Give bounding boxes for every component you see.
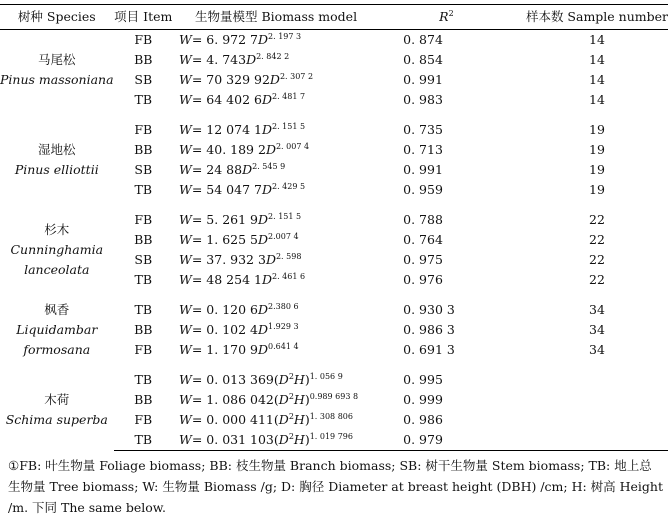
model-exponent: 2. 545 9 (252, 161, 286, 171)
group-spacer (0, 290, 668, 300)
r2-cell: 0. 991 (403, 162, 443, 177)
species-cell (0, 210, 114, 290)
footnote: ①FB: 叶生物量 Foliage biomass; BB: 枝生物量 Branch biomass; SB: 树干生物量 Stem biomass; TB: 地上总生物量 Tree biomass; W: 生物量 Biomass /g; D: 胸径 Diameter at breast height (DBH) /cm; H: 树高 Height /m. 下同 The same below. (8, 458, 664, 515)
model-cell: W= 40. 189 $2D^{2. 007 4}$ (178, 141, 310, 157)
species-latin: formosana (23, 342, 91, 357)
model-coef: 0. 120 6 (206, 302, 258, 317)
item-cell: TB (134, 272, 153, 287)
model-exponent: 2.007 4 (268, 231, 299, 241)
species-cn: 湿地松 (38, 142, 76, 157)
model-coef: 1. 086 042 (206, 392, 274, 407)
item-cell: SB (134, 72, 153, 87)
table-row (0, 370, 668, 390)
model-coef: 24 88 (206, 162, 243, 177)
model-coef: 48 254 1 (206, 272, 262, 287)
item-cell: FB (134, 412, 153, 427)
sample-number-cell: 19 (589, 162, 605, 177)
header-r2 (379, 5, 526, 30)
species-latin: Liquidambar (16, 322, 98, 337)
model-cell: W= 5. 261 $9D^{2. 151 5}$ (178, 211, 302, 227)
model-cell: W= 48 254 $1D^{2. 461 6}$ (178, 271, 306, 287)
model-coef: 1. 625 5 (206, 232, 258, 247)
item-cell: TB (114, 430, 173, 451)
sample-number-cell: 22 (589, 272, 605, 287)
sample-number-cell (526, 390, 668, 410)
item-cell: FB (134, 342, 153, 357)
model-cell: W= 0. 000 $411(D^2H)^{1. 308 806}$ (178, 411, 353, 427)
sample-number-cell: 34 (589, 342, 605, 357)
biomass-table (0, 4, 668, 451)
model-exponent: 2. 007 4 (275, 141, 310, 151)
species-cn: 枫香 (44, 302, 70, 317)
model-coef: 1. 170 9 (206, 342, 258, 357)
species-cell (0, 300, 114, 360)
r2-cell: 0. 999 (403, 392, 443, 407)
sample-number-cell: 14 (589, 52, 605, 67)
sample-number-cell: 19 (589, 182, 605, 197)
model-coef: 40. 189 2 (206, 142, 266, 157)
model-exponent: 2. 842 2 (256, 51, 290, 61)
r2-cell: 0. 976 (403, 272, 443, 287)
model-exponent: 2.380 6 (268, 301, 299, 311)
group-spacer (0, 200, 668, 210)
table-row (0, 30, 668, 51)
sample-number-cell (526, 370, 668, 390)
model-exponent: 1.929 3 (268, 321, 299, 331)
model-exponent: 2. 197 3 (268, 31, 302, 41)
r2-cell: 0. 854 (403, 52, 443, 67)
model-coef: 12 074 1 (206, 122, 262, 137)
model-coef: 0. 013 369 (206, 372, 274, 387)
sample-number-cell: 19 (589, 122, 605, 137)
table-row (0, 120, 668, 140)
r2-cell: 0. 713 (403, 142, 443, 157)
r2-cell: 0. 735 (403, 122, 443, 137)
model-cell: W= 37. 932 $3D^{2. 598}$ (178, 251, 302, 267)
model-exponent: 2. 307 2 (279, 71, 314, 81)
r2-cell: 0. 979 (379, 430, 526, 451)
model-cell: W= 6. 972 $7D^{2. 197 3}$ (178, 31, 302, 47)
header-row (0, 5, 668, 30)
model-exponent: 1. 019 796 (309, 431, 353, 441)
r2-cell: 0. 986 3 (403, 322, 455, 337)
sample-number-cell: 14 (589, 92, 605, 107)
model-coef: 4. 743 (206, 52, 247, 67)
table-row (0, 210, 668, 230)
sample-number-cell: 22 (589, 252, 605, 267)
model-coef: 37. 932 3 (206, 252, 266, 267)
model-coef: 0. 031 103 (206, 432, 274, 447)
item-cell: BB (134, 142, 153, 157)
species-latin: Pinus elliottii (14, 162, 99, 177)
header-species: 树种 Species (0, 5, 114, 30)
item-cell: TB (134, 92, 153, 107)
model-cell: W= 0. 031 $103(D^2H)^{1. 019 796}$ (173, 430, 379, 451)
model-exponent: 2. 429 5 (272, 181, 306, 191)
model-exponent: 2. 598 (275, 251, 302, 261)
model-coef: 0. 102 4 (206, 322, 258, 337)
species-latin: lanceolata (24, 262, 90, 277)
r2-cell: 0. 975 (403, 252, 443, 267)
species-cn: 马尾松 (38, 52, 76, 67)
species-latin: Pinus massoniana (0, 72, 114, 87)
r2-cell: 0. 983 (403, 92, 443, 107)
r2-exponent: 2 (448, 8, 454, 18)
model-coef: 64 402 6 (206, 92, 262, 107)
item-cell: FB (134, 212, 153, 227)
item-cell: TB (134, 372, 153, 387)
species-latin: Cunninghamia (10, 242, 104, 257)
sample-number-cell: 22 (589, 232, 605, 247)
species-cell (0, 370, 114, 451)
group-spacer (0, 110, 668, 120)
species-cn: 杉木 (44, 222, 70, 237)
model-coef: 0. 000 411 (206, 412, 274, 427)
table-body (0, 30, 668, 451)
model-coef: 5. 261 9 (206, 212, 258, 227)
model-exponent: 1. 056 9 (309, 371, 343, 381)
item-cell: SB (134, 162, 153, 177)
item-cell: FB (134, 32, 153, 47)
model-exponent: 2. 151 5 (272, 121, 306, 131)
species-cell (0, 120, 114, 200)
sample-number-cell (526, 410, 668, 430)
header-model: 生物量模型 Biomass model (173, 5, 379, 30)
model-cell: W= 1. 625 $5D^{2.007 4}$ (178, 231, 299, 247)
species-cn: 木荷 (44, 392, 70, 408)
sample-number-cell: 14 (589, 32, 605, 47)
species-latin: Schima superba (5, 412, 108, 428)
model-exponent: 0.641 4 (268, 341, 299, 351)
model-cell: W= 12 074 $1D^{2. 151 5}$ (178, 121, 306, 137)
model-cell: W= 0. 120 $6D^{2.380 6}$ (178, 301, 299, 317)
sample-number-cell: 34 (589, 322, 605, 337)
item-cell: BB (134, 322, 153, 337)
item-cell: TB (134, 302, 153, 317)
r2-symbol: R (439, 9, 449, 24)
table-row (0, 300, 668, 320)
model-cell: W= 64 402 $6D^{2. 481 7}$ (178, 91, 306, 107)
model-coef: 6. 972 7 (206, 32, 258, 47)
item-cell: BB (134, 52, 153, 67)
header-sample-number: 样本数 Sample number (526, 5, 668, 30)
model-exponent: 0.989 693 8 (309, 391, 359, 401)
item-cell: BB (134, 392, 153, 407)
item-cell: FB (134, 122, 153, 137)
model-coef: 70 329 92 (206, 72, 270, 87)
sample-number-cell: 22 (589, 212, 605, 227)
model-exponent: 2. 481 7 (272, 91, 306, 101)
model-exponent: 2. 461 6 (272, 271, 306, 281)
item-cell: TB (134, 182, 153, 197)
sample-number-cell: 19 (589, 142, 605, 157)
item-cell: SB (134, 252, 153, 267)
r2-cell: 0. 764 (403, 232, 443, 247)
model-exponent: 1. 308 806 (309, 411, 353, 421)
model-cell: W= 1. 170 $9D^{0.641 4}$ (178, 341, 299, 357)
r2-cell: 0. 991 (403, 72, 443, 87)
species-cell (0, 30, 114, 111)
item-cell: BB (134, 232, 153, 247)
r2-cell: 0. 995 (403, 372, 443, 387)
header-item: 项目 Item (114, 5, 173, 30)
r2-cell: 0. 959 (403, 182, 443, 197)
r2-cell: 0. 986 (403, 412, 443, 427)
r2-cell: 0. 788 (403, 212, 443, 227)
model-cell: W= 1. 086 $042(D^2H)^{0.989 693 8}$ (178, 391, 359, 407)
model-cell: W= 0. 102 $4D^{1.929 3}$ (178, 321, 299, 337)
model-cell: W= 70 329 $92D^{2. 307 2}$ (178, 71, 314, 87)
model-cell: W= 4. $743D^{2. 842 2}$ (178, 51, 290, 67)
model-coef: 54 047 7 (206, 182, 262, 197)
group-spacer (0, 360, 668, 370)
r2-cell: 0. 691 3 (403, 342, 455, 357)
model-exponent: 2. 151 5 (268, 211, 302, 221)
model-cell: W= 0. 013 $369(D^2H)^{1. 056 9}$ (178, 371, 343, 387)
model-cell: W= 24 $88D^{2. 545 9}$ (178, 161, 286, 177)
sample-number-cell (526, 430, 668, 451)
model-cell: W= 54 047 $7D^{2. 429 5}$ (178, 181, 306, 197)
sample-number-cell: 14 (589, 72, 605, 87)
r2-cell: 0. 874 (403, 32, 443, 47)
r2-cell: 0. 930 3 (403, 302, 455, 317)
sample-number-cell: 34 (589, 302, 605, 317)
